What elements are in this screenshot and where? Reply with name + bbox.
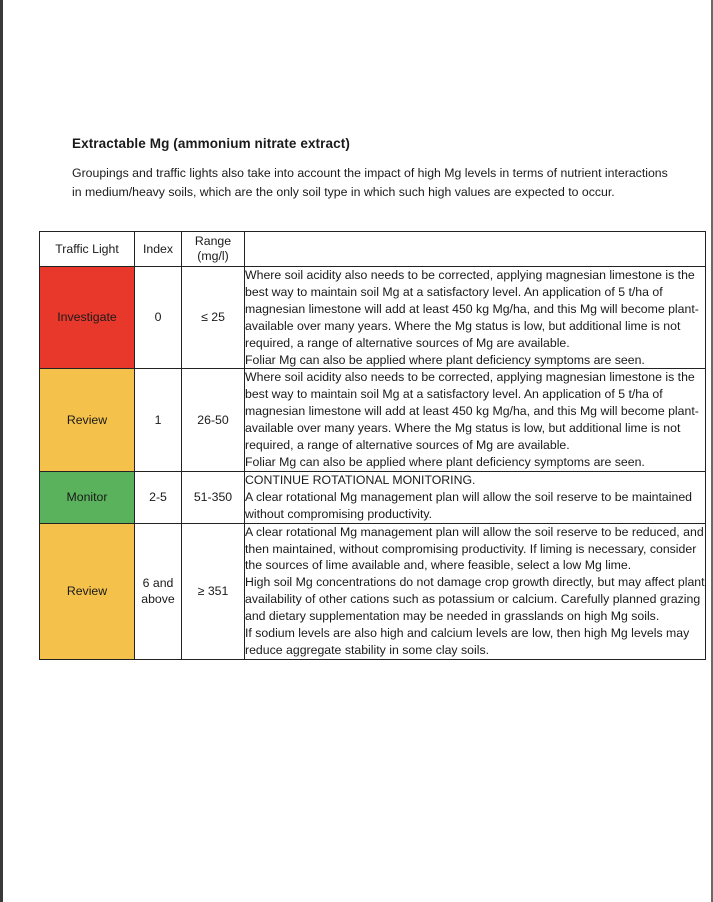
index-cell <box>135 523 182 659</box>
index-cell: 0 <box>135 267 182 369</box>
range-cell: 26-50 <box>182 369 245 471</box>
page-left-edge <box>0 0 3 902</box>
index-cell: 1 <box>135 369 182 471</box>
mg-traffic-light-table <box>39 231 706 660</box>
description-paragraph: CONTINUE ROTATIONAL MONITORING. <box>245 472 476 487</box>
header-traffic-light: Traffic Light <box>40 232 135 267</box>
header-row <box>40 232 706 267</box>
table-row <box>40 267 706 369</box>
description-paragraph: Where soil acidity also needs to be corrected, applying magnesian limestone is the best way to maintain soil Mg at a satisfactory level. An application of 5 t/ha of magnesian limestone will add at least 450 kg Mg/ha, and this Mg will become plant-available over many years. Where the Mg status is low, but additional lime is not required, a range of alternative sources of Mg are available. <box>245 268 699 350</box>
section-heading: Extractable Mg (ammonium nitrate extract) <box>72 136 350 151</box>
description-paragraph: If sodium levels are also high and calcium levels are low, then high Mg levels may reduce aggregate stability in some clay soils. <box>245 626 690 657</box>
range-cell: 51-350 <box>182 471 245 523</box>
index-line2: above <box>141 592 175 607</box>
header-index: Index <box>135 232 182 267</box>
traffic-light-cell: Investigate <box>40 267 135 369</box>
range-cell: ≤ 25 <box>182 267 245 369</box>
header-description <box>245 232 706 267</box>
description-paragraph: Where soil acidity also needs to be corrected, applying magnesian limestone is the best way to maintain soil Mg at a satisfactory level. An application of 5 t/ha of magnesian limestone will add at least 450 kg Mg/ha, and this Mg will become plant-available over many years. Where the Mg status is low, but additional lime is not required, a range of alternative sources of Mg are available. <box>245 370 699 453</box>
description-paragraph: High soil Mg concentrations do not damage crop growth directly, but may affect plant availability of other cations such as potassium or calcium. Carefully planned grazing and dietary supplementation may be needed in grasslands on high Mg soils. <box>245 575 705 624</box>
traffic-light-cell: Monitor <box>40 471 135 523</box>
description-cell <box>245 369 706 471</box>
description-paragraph: A clear rotational Mg management plan will allow the soil reserve to be maintained without compromising productivity. <box>245 489 693 521</box>
description-paragraph: A clear rotational Mg management plan will allow the soil reserve to be reduced, and then maintained, without compromising productivity. If liming is necessary, consider the sources of lime available and, where feasible, select a low Mg lime. <box>245 524 704 573</box>
description-paragraph: Foliar Mg can also be applied where plant deficiency symptoms are seen. <box>245 454 645 469</box>
index-line1: 6 and <box>142 575 174 590</box>
header-range-line2: (mg/l) <box>197 249 229 263</box>
description-cell <box>245 267 706 369</box>
intro-paragraph: Groupings and traffic lights also take into account the impact of high Mg levels in terms of nutrient interactions in medium/heavy soils, which are the only soil type in which such high values are expected to occur. <box>72 166 668 199</box>
description-cell <box>245 523 706 659</box>
table-row <box>40 369 706 471</box>
index-cell: 2-5 <box>135 471 182 523</box>
table-row <box>40 471 706 523</box>
header-range-line1: Range <box>194 234 232 248</box>
table-row <box>40 523 706 659</box>
traffic-light-cell: Review <box>40 523 135 659</box>
traffic-light-cell: Review <box>40 369 135 471</box>
description-cell <box>245 471 706 523</box>
header-range <box>182 232 245 267</box>
range-cell: ≥ 351 <box>182 523 245 659</box>
description-paragraph: Foliar Mg can also be applied where plant deficiency symptoms are seen. <box>245 352 645 367</box>
